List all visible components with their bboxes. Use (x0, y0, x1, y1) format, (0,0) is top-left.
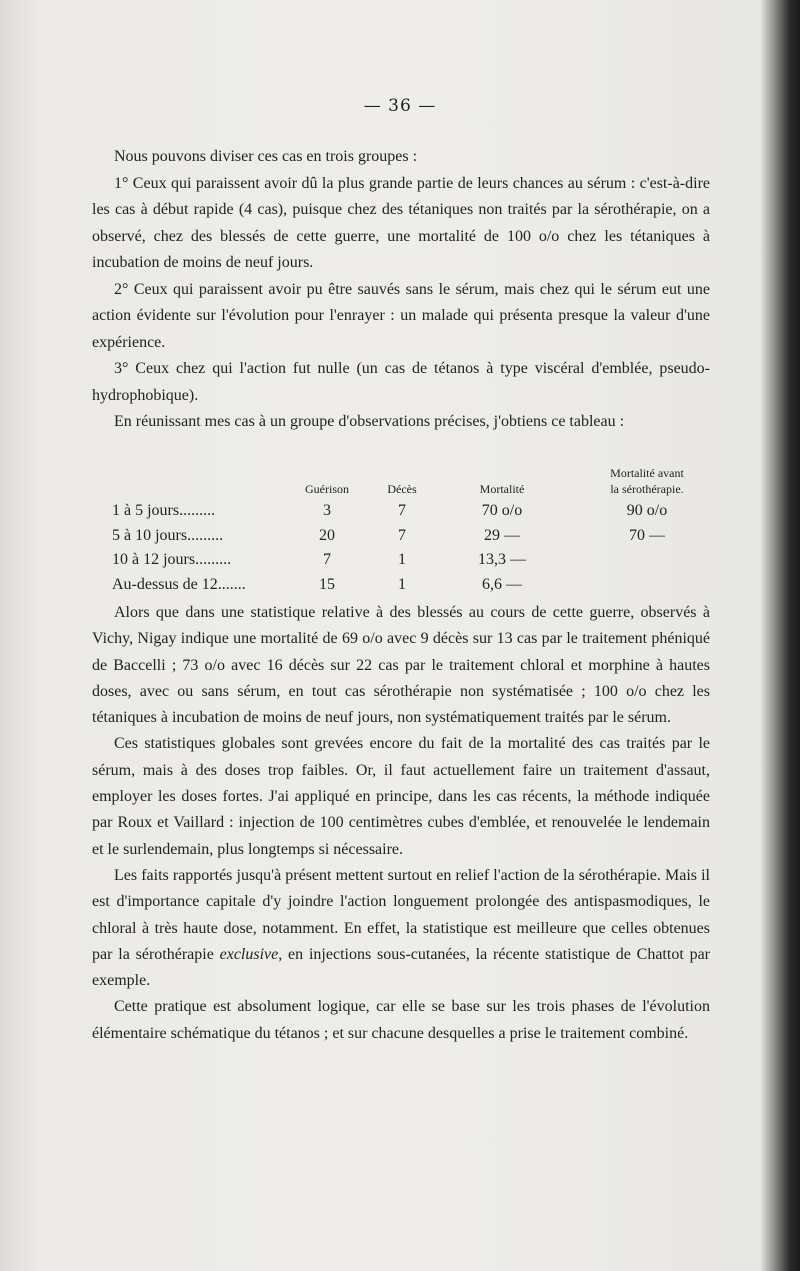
row-label: 10 à 12 jours......... (112, 551, 232, 568)
intro-paragraph: Nous pouvons diviser ces cas en trois groupes : (114, 148, 418, 165)
closing-section (92, 600, 710, 1047)
statistics-table (92, 462, 710, 600)
row-deces: 7 (398, 526, 406, 544)
row-deces: 1 (398, 551, 406, 568)
facts-text-2: , en injections sous-cutanées, la récente statistique de Chattot par exemple. (92, 945, 711, 990)
row-label: 5 à 10 jours......... (112, 526, 224, 544)
statistics-paragraph: Alors que dans une statistique relative à des blessés au cours de cette guerre, observés à Vichy, Nigay indique une mortalité de 69 o/o avec 9 décès sur 13 cas par le traitement phéniqué de Baccelli ; 73 o/o avec 16 décès sur 22 cas par le traitement chloral et morphine à hautes doses, avec ou sans sérum, en tout cas sérothérapie non systématisée ; 100 o/o chez les tétaniques à incubation de moins de neuf jours, non systématiquement traités par le sérum. (92, 604, 710, 727)
table-intro-paragraph: En réunissant mes cas à un groupe d'observations précises, j'obtiens ce tableau : (114, 413, 625, 430)
doses-paragraph: Ces statistiques globales sont grevées encore du fait de la mortalité des cas traités par le sérum, mais à des doses trop faibles. Or, il faut actuellement faire un traitement d'assaut, employer les doses fortes. J'ai appliqué en principe, dans les cas récents, la méthode indiquée par Roux et Vaillard : injection de 100 centimètres cubes d'emblée, et renouvelée le lendemain et le surlendemain, plus longtemps si nécessaire. (92, 735, 710, 858)
row-mortalite: 29 — (484, 526, 520, 544)
row-label: 1 à 5 jours......... (112, 502, 216, 519)
row-deces: 1 (398, 575, 406, 593)
row-mortalite: 70 o/o (481, 502, 523, 519)
row-avant: 90 o/o (626, 502, 668, 519)
header-mortalite: Mortalité (479, 482, 525, 496)
header-deces: Décès (387, 482, 417, 496)
row-guerison: 3 (323, 502, 331, 519)
row-mortalite: 6,6 — (482, 575, 522, 593)
group1-paragraph: 1° Ceux qui paraissent avoir dû la plus grande partie de leurs chances au sérum : c'est-à-dire les cas à début rapide (4 cas), puisque chez des tétaniques non traités par la sérothérapie, on a observé, chez des blessés de cette guerre, une mortalité de 100 o/o chez les tétaniques à incubation de moins de neuf jours. (92, 174, 710, 271)
row-label: Au-dessus de 12....... (112, 575, 246, 593)
row-deces: 7 (398, 502, 406, 519)
header-mortalite-avant-line2: la sérothérapie. (610, 482, 684, 496)
facts-text-1: Les faits rapportés jusqu'à présent mettent surtout en relief l'action de la sérothérapie. Mais il est d'importance capitale d'y joindre l'action longuement prolongée des antispasmodiques, le chloral à très haute dose, notamment. En effet, la statistique est meilleure que celles obtenues par la sérothérapie (92, 866, 710, 963)
row-avant: 70 — (629, 526, 665, 544)
group3-paragraph: 3° Ceux chez qui l'action fut nulle (un cas de tétanos à type viscéral d'emblée, pseudo-hydrophobique). (92, 360, 710, 404)
row-guerison: 20 (319, 526, 335, 544)
table-header (92, 462, 710, 502)
table-row (92, 551, 710, 576)
group2-paragraph: 2° Ceux qui paraissent avoir pu être sauvés sans le sérum, mais chez qui le sérum eut une action évidente sur l'évolution pour l'enrayer : un malade qui présenta presque la valeur d'une expérience. (92, 280, 710, 351)
table-row (92, 576, 710, 601)
table-row (92, 527, 710, 552)
row-guerison: 7 (323, 551, 331, 568)
practice-paragraph: Cette pratique est absolument logique, car elle se base sur les trois phases de l'évolution élémentaire schématique du tétanos ; et sur chacune desquelles a prise le traitement combiné. (92, 998, 710, 1042)
page-number: — 36 — (363, 96, 437, 116)
row-guerison: 15 (319, 575, 335, 593)
header-mortalite-avant-line1: Mortalité avant (610, 466, 684, 480)
intro-section (92, 144, 710, 436)
row-mortalite: 13,3 — (478, 551, 526, 568)
header-guerison: Guérison (305, 482, 349, 496)
facts-paragraph (92, 863, 710, 994)
table-row (92, 502, 710, 527)
facts-emphasis: exclusive (219, 945, 279, 963)
